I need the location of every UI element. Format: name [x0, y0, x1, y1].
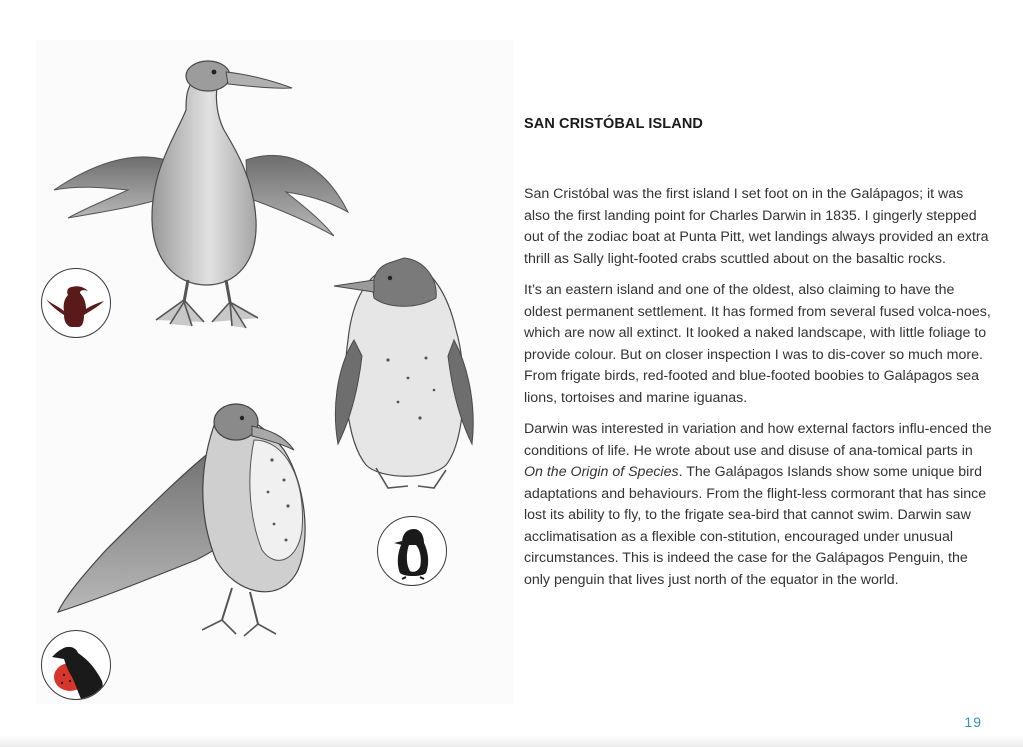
penguin-silhouette-icon [378, 517, 447, 586]
page-bottom-shadow [0, 735, 1023, 747]
bird-sketches [36, 40, 514, 704]
paragraph-3-after: . The Galápagos Islands show some unique bird adaptations and behaviours. From the flight-less cormorant that has since lost its ability to fly, to the frigate sea-bird that cannot swim. Darwin saw acclimatisation as a flexible con-stitution, encouraged under unusual circumstances. This is indeed the case for the Galápagos Penguin, the only penguin that lives just north of the equator in the world. [524, 464, 987, 588]
cormorant-silhouette-icon [42, 269, 111, 338]
frigatebird-badge [41, 630, 111, 700]
page-number: 19 [964, 714, 982, 730]
section-heading: SAN CRISTÓBAL ISLAND [524, 116, 703, 132]
frigatebird-sketch [58, 404, 305, 636]
penguin-badge [377, 516, 447, 586]
article-text [524, 112, 992, 601]
illustration-area [36, 40, 514, 704]
penguin-sketch [334, 258, 473, 488]
book-title: On the Origin of Species [524, 464, 679, 480]
paragraph-3-before: Darwin was interested in variation and how external factors influ-enced the conditions of life. He wrote about use and disuse of ana-tomical parts in [524, 421, 992, 459]
cormorant-badge [41, 268, 111, 338]
paragraph-1: San Cristóbal was the first island I set foot on in the Galápagos; it was also the first landing point for Charles Darwin in 1835. I gingerly stepped out of the zodiac boat at Punta Pitt, wet landings always provided an extra thrill as Sally light-footed crabs scuttled about on the basaltic rocks. [524, 186, 989, 267]
frigatebird-silhouette-icon [42, 631, 111, 700]
paragraph-2: It’s an eastern island and one of the oldest, also claiming to have the oldest permanent settlement. It has formed from several fused volca-noes, which are now all extinct. It looked a naked landscape, with little foliage to provide colour. But on closer inspection I was to dis-cover so much more. From frigate birds, red-footed and blue-footed boobies to Galápagos sea lions, tortoises and marine iguanas. [524, 282, 991, 406]
paragraph-3 [524, 419, 992, 591]
